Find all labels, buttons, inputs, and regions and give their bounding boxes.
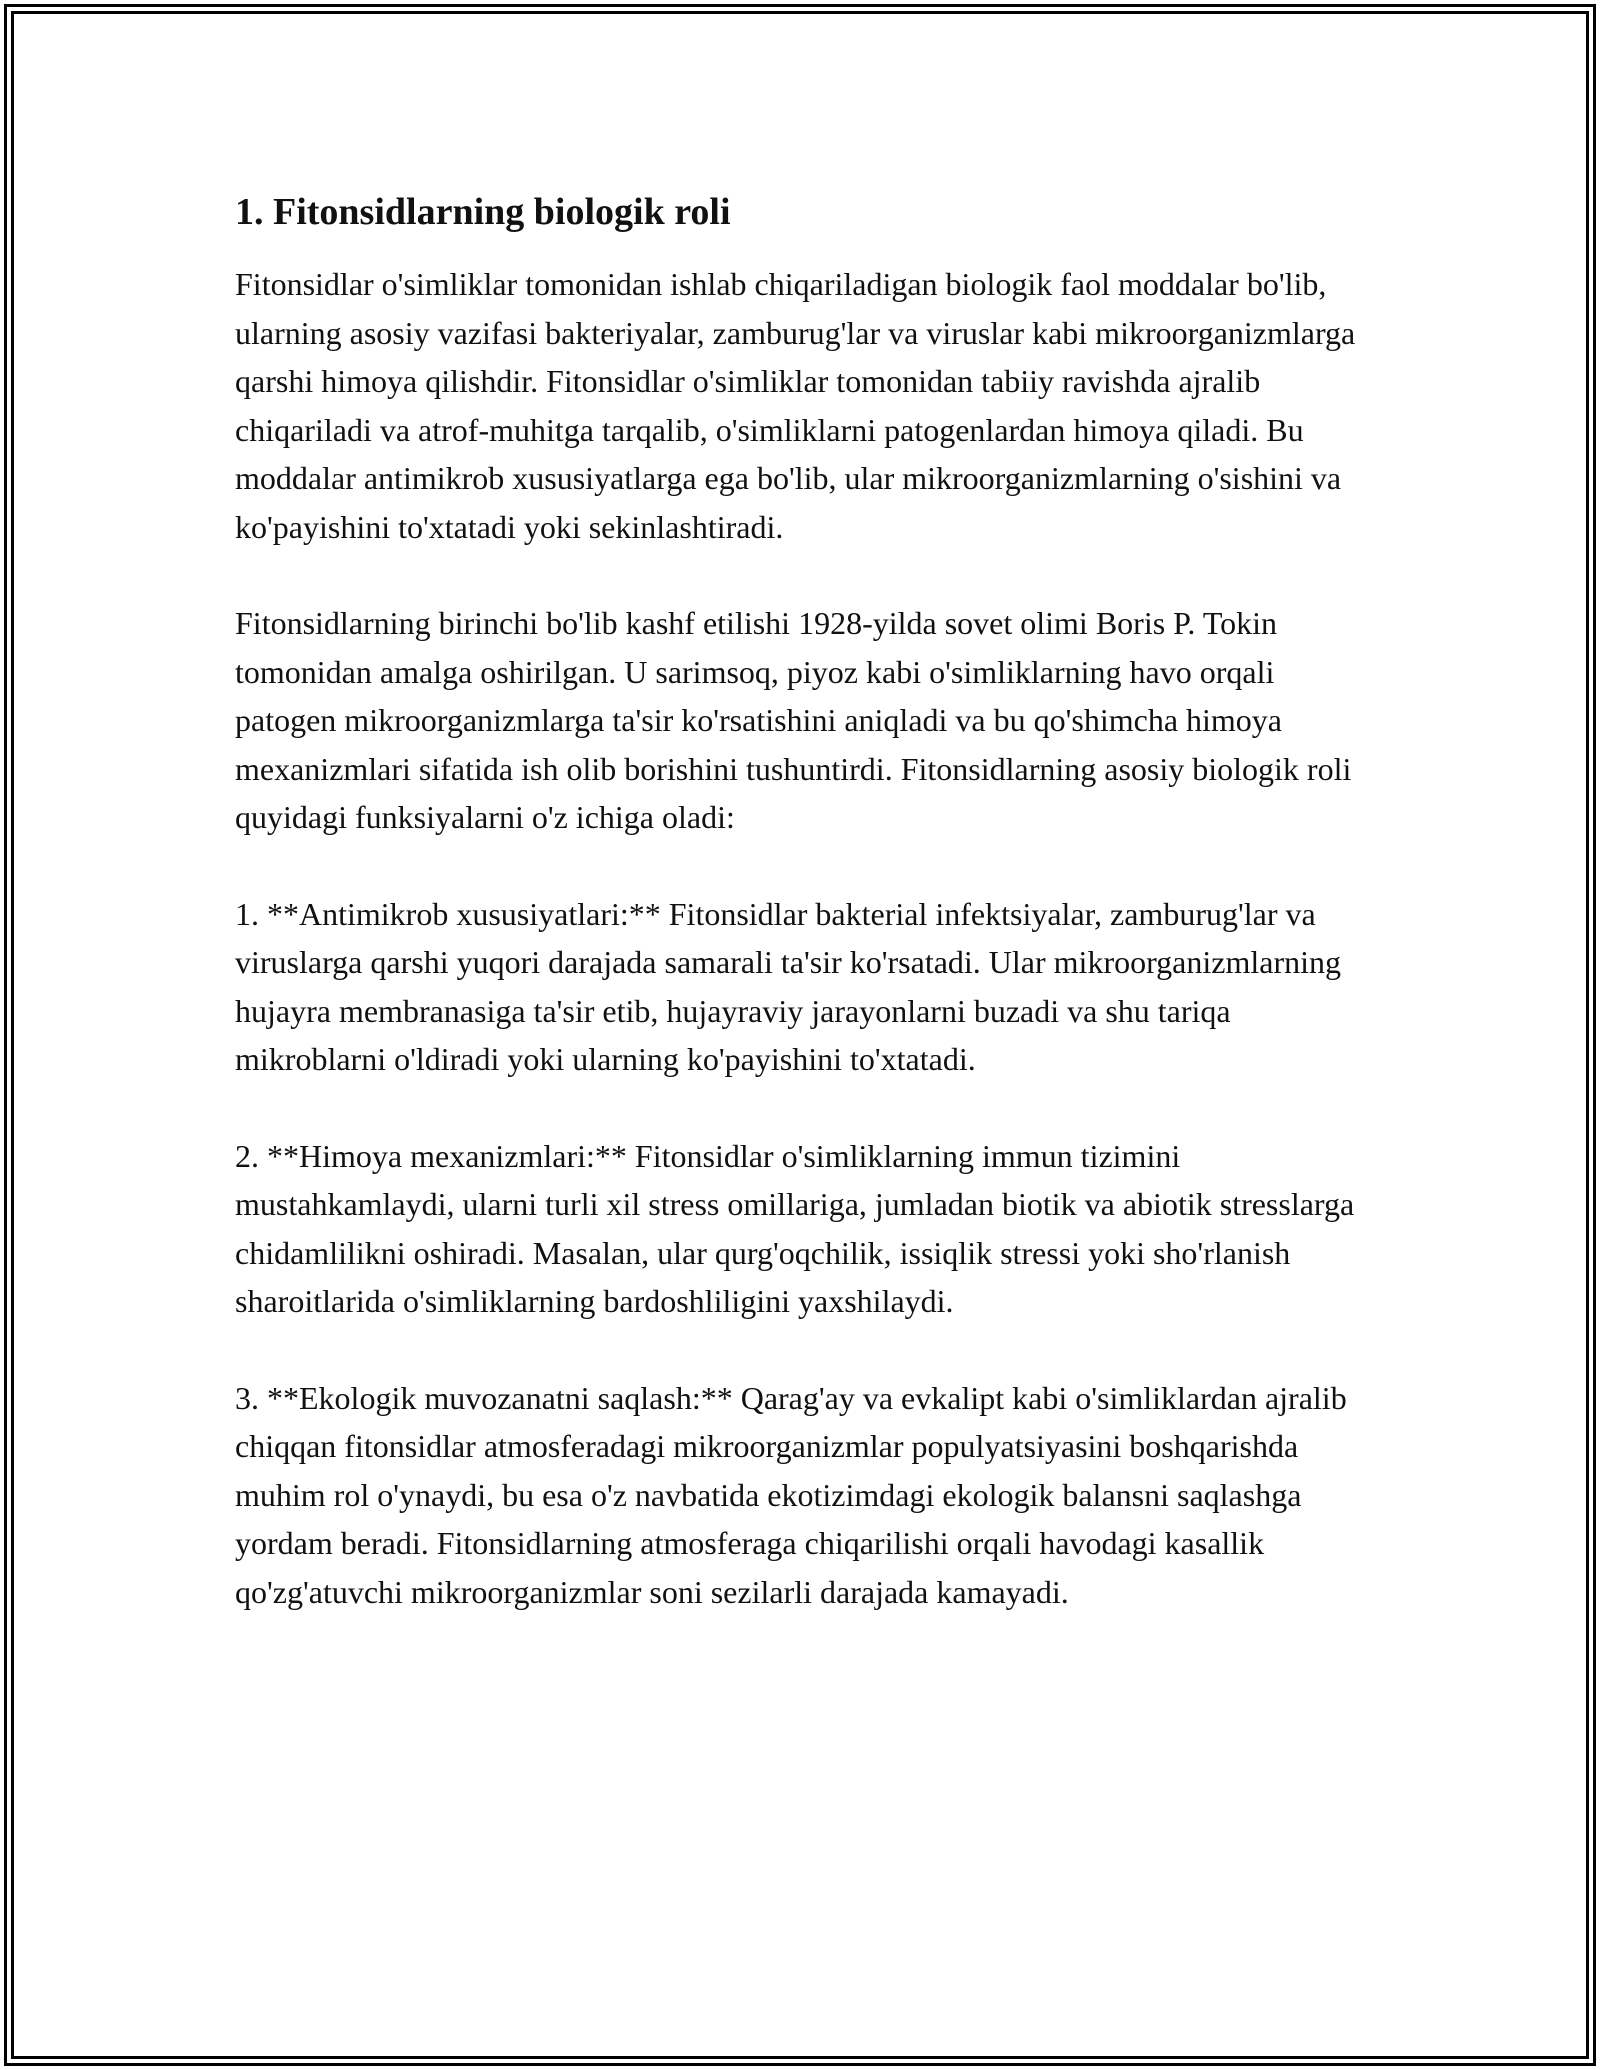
paragraph-intro: Fitonsidlar o'simliklar tomonidan ishlab chiqariladigan biologik faol moddalar bo'lib, ularning asosiy vazifasi bakteriyalar, zamburug'lar va viruslar kabi mikroorganizmlarga qarshi himoya qilishdir. Fitonsidlar o'simliklar tomonidan tabiiy ravishda ajralib chiqariladi va atrof-muhitga tarqalib, o'simliklarni patogenlardan himoya qiladi. Bu moddalar antimikrob xususiyatlarga ega bo'lib, ular mikroorganizmlarning o'sishini va ko'payishini to'xtatadi yoki sekinlashtiradi. (235, 266, 1356, 545)
paragraph-list-item-ecological: 3. **Ekologik muvozanatni saqlash:** Qarag'ay va evkalipt kabi o'simliklardan ajralib chiqqan fitonsidlar atmosferadagi mikroorganizmlar populyatsiyasini boshqarishda muhim rol o'ynaydi, bu esa o'z navbatida ekotizimdagi ekologik balansni saqlashga yordam beradi. Fitonsidlarning atmosferaga chiqarilishi orqali havodagi kasallik qo'zg'atuvchi mikroorganizmlar soni sezilarli darajada kamayadi. (235, 1379, 1347, 1610)
paragraph-list-item-protection: 2. **Himoya mexanizmlari:** Fitonsidlar o'simliklarning immun tizimini mustahkamlaydi, ularni turli xil stress omillariga, jumladan biotik va abiotik stresslarga chidamlilikni oshiradi. Masalan, ular qurg'oqchilik, issiqlik stressi yoki sho'rlanish sharoitlarida o'simliklarning bardoshliligini yaxshilaydi. (235, 1137, 1355, 1319)
section-heading: 1. Fitonsidlarning biologik roli (235, 191, 731, 233)
document-body (235, 186, 1370, 1664)
paragraph-list-item-antimicrobial: 1. **Antimikrob xususiyatlari:** Fitonsidlar bakterial infektsiyalar, zamburug'lar va viruslarga qarshi yuqori darajada samarali ta'sir ko'rsatadi. Ular mikroorganizmlarning hujayra membranasiga ta'sir etib, hujayraviy jarayonlarni buzadi va shu tariqa mikroblarni o'ldiradi yoki ularning ko'payishini to'xtatadi. (235, 895, 1341, 1077)
paragraph-discovery: Fitonsidlarning birinchi bo'lib kashf etilishi 1928-yilda sovet olimi Boris P. Tokin tomonidan amalga oshirilgan. U sarimsoq, piyoz kabi o'simliklarning havo orqali patogen mikroorganizmlarga ta'sir ko'rsatishini aniqladi va bu qo'shimcha himoya mexanizmlari sifatida ish olib borishini tushuntirdi. Fitonsidlarning asosiy biologik roli quyidagi funksiyalarni o'z ichiga oladi: (235, 605, 1352, 835)
